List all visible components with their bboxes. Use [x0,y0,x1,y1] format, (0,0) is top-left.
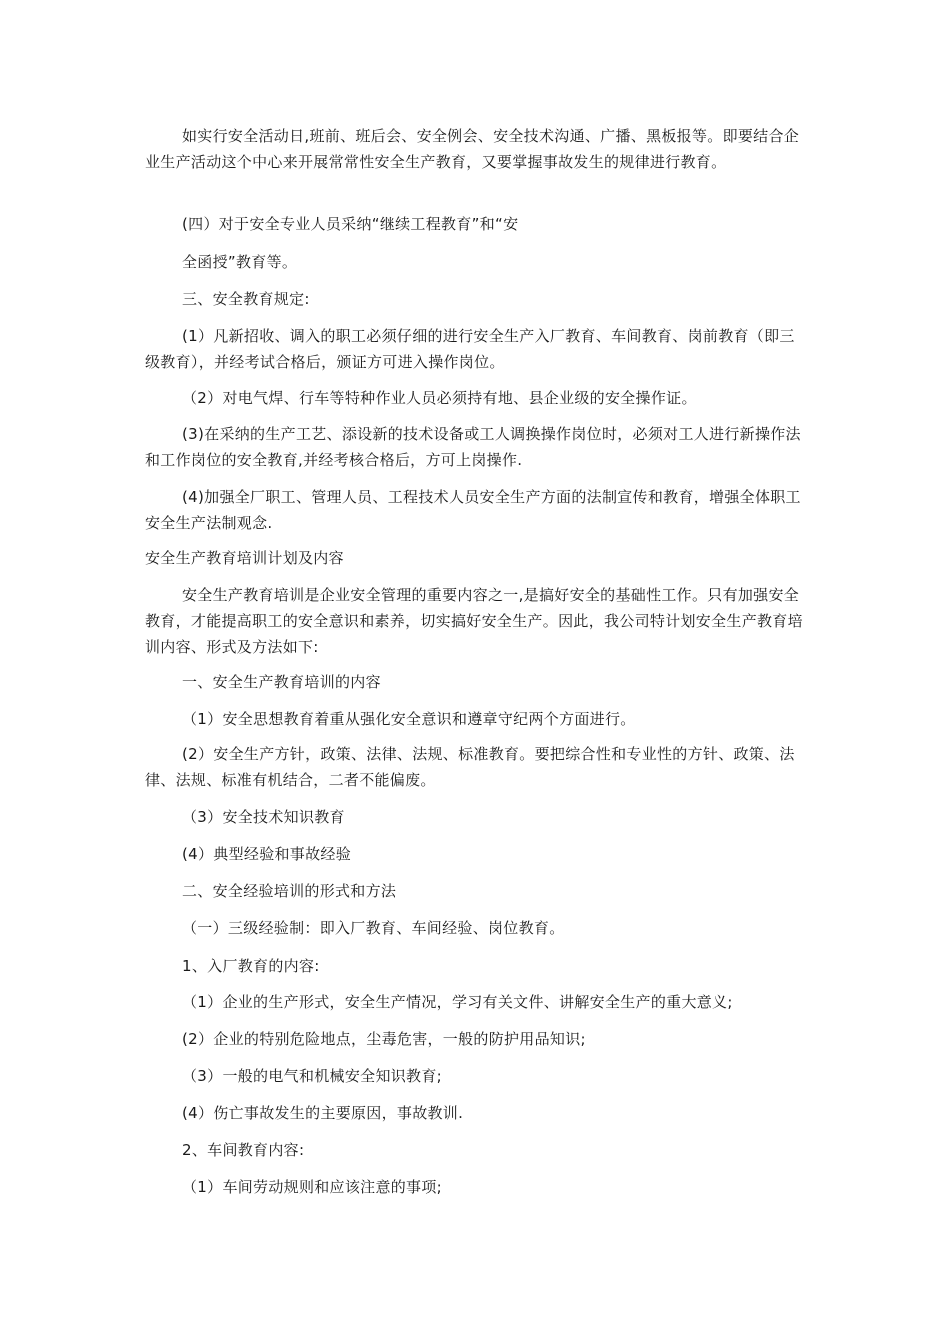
paragraph-content-3: （3）安全技术知识教育 [182,808,345,826]
paragraph-training-intro: 安全生产教育培训是企业安全管理的重要内容之一,是搞好安全的基础性工作。只有加强安全教育，才能提高职工的安全意识和素养，切实搞好安全生产。因此，我公司特计划安全生产教育培训内容、形式及方法如下: [145,586,803,656]
paragraph-factory-2: (2）企业的特别危险地点，尘毒危害，一般的防护用品知识; [182,1030,586,1048]
paragraph-three-level-system: （一）三级经验制：即入厂教育、车间经验、岗位教育。 [182,919,565,937]
paragraph-factory-4: (4）伤亡事故发生的主要原因，事故教训. [182,1104,464,1122]
paragraph-content-2: (2）安全生产方针，政策、法律、法规、标准教育。要把综合性和专业性的方针、政策、法律、法规、标准有机结合，二者不能偏废。 [145,745,795,789]
heading-training-methods: 二、安全经验培训的形式和方法 [182,882,397,900]
paragraph-rule-2: （2）对电气焊、行车等特种作业人员必须持有地、县企业级的安全操作证。 [182,389,697,407]
heading-factory-education: 1、入厂教育的内容: [182,957,320,975]
section-title-training-plan: 安全生产教育培训计划及内容 [145,549,344,567]
paragraph-content-4: (4）典型经验和事故经验 [182,845,351,863]
paragraph-safety-activities: 如实行安全活动日,班前、班后会、安全例会、安全技术沟通、广播、黑板报等。即要结合企业生产活动这个中心来开展常常性安全生产教育，又要掌握事故发生的规律进行教育。 [145,127,800,171]
paragraph-factory-1: （1）企业的生产形式，安全生产情况，学习有关文件、讲解安全生产的重大意义; [182,993,733,1011]
paragraph-correspondence-education: 全函授”教育等。 [182,253,298,271]
paragraph-continuing-education: (四）对于安全专业人员采纳“继续工程教育”和“安 [182,215,519,233]
paragraph-rule-1: (1）凡新招收、调入的职工必须仔细的进行安全生产入厂教育、车间教育、岗前教育（即三级教育），并经考试合格后，颁证方可进入操作岗位。 [145,327,795,371]
paragraph-rule-4: (4)加强全厂职工、管理人员、工程技术人员安全生产方面的法制宣传和教育，增强全体职工安全生产法制观念. [145,488,801,532]
paragraph-rule-3: (3)在采纳的生产工艺、添设新的技术设备或工人调换操作岗位时，必须对工人进行新操作法和工作岗位的安全教育,并经考核合格后，方可上岗操作. [145,425,801,469]
heading-training-content: 一、安全生产教育培训的内容 [182,673,381,691]
paragraph-workshop-1: （1）车间劳动规则和应该注意的事项; [182,1178,442,1196]
heading-safety-education-rules: 三、安全教育规定: [182,290,310,308]
paragraph-factory-3: （3）一般的电气和机械安全知识教育; [182,1067,442,1085]
heading-workshop-education: 2、车间教育内容: [182,1141,305,1159]
paragraph-content-1: （1）安全思想教育着重从强化安全意识和遵章守纪两个方面进行。 [182,710,636,728]
